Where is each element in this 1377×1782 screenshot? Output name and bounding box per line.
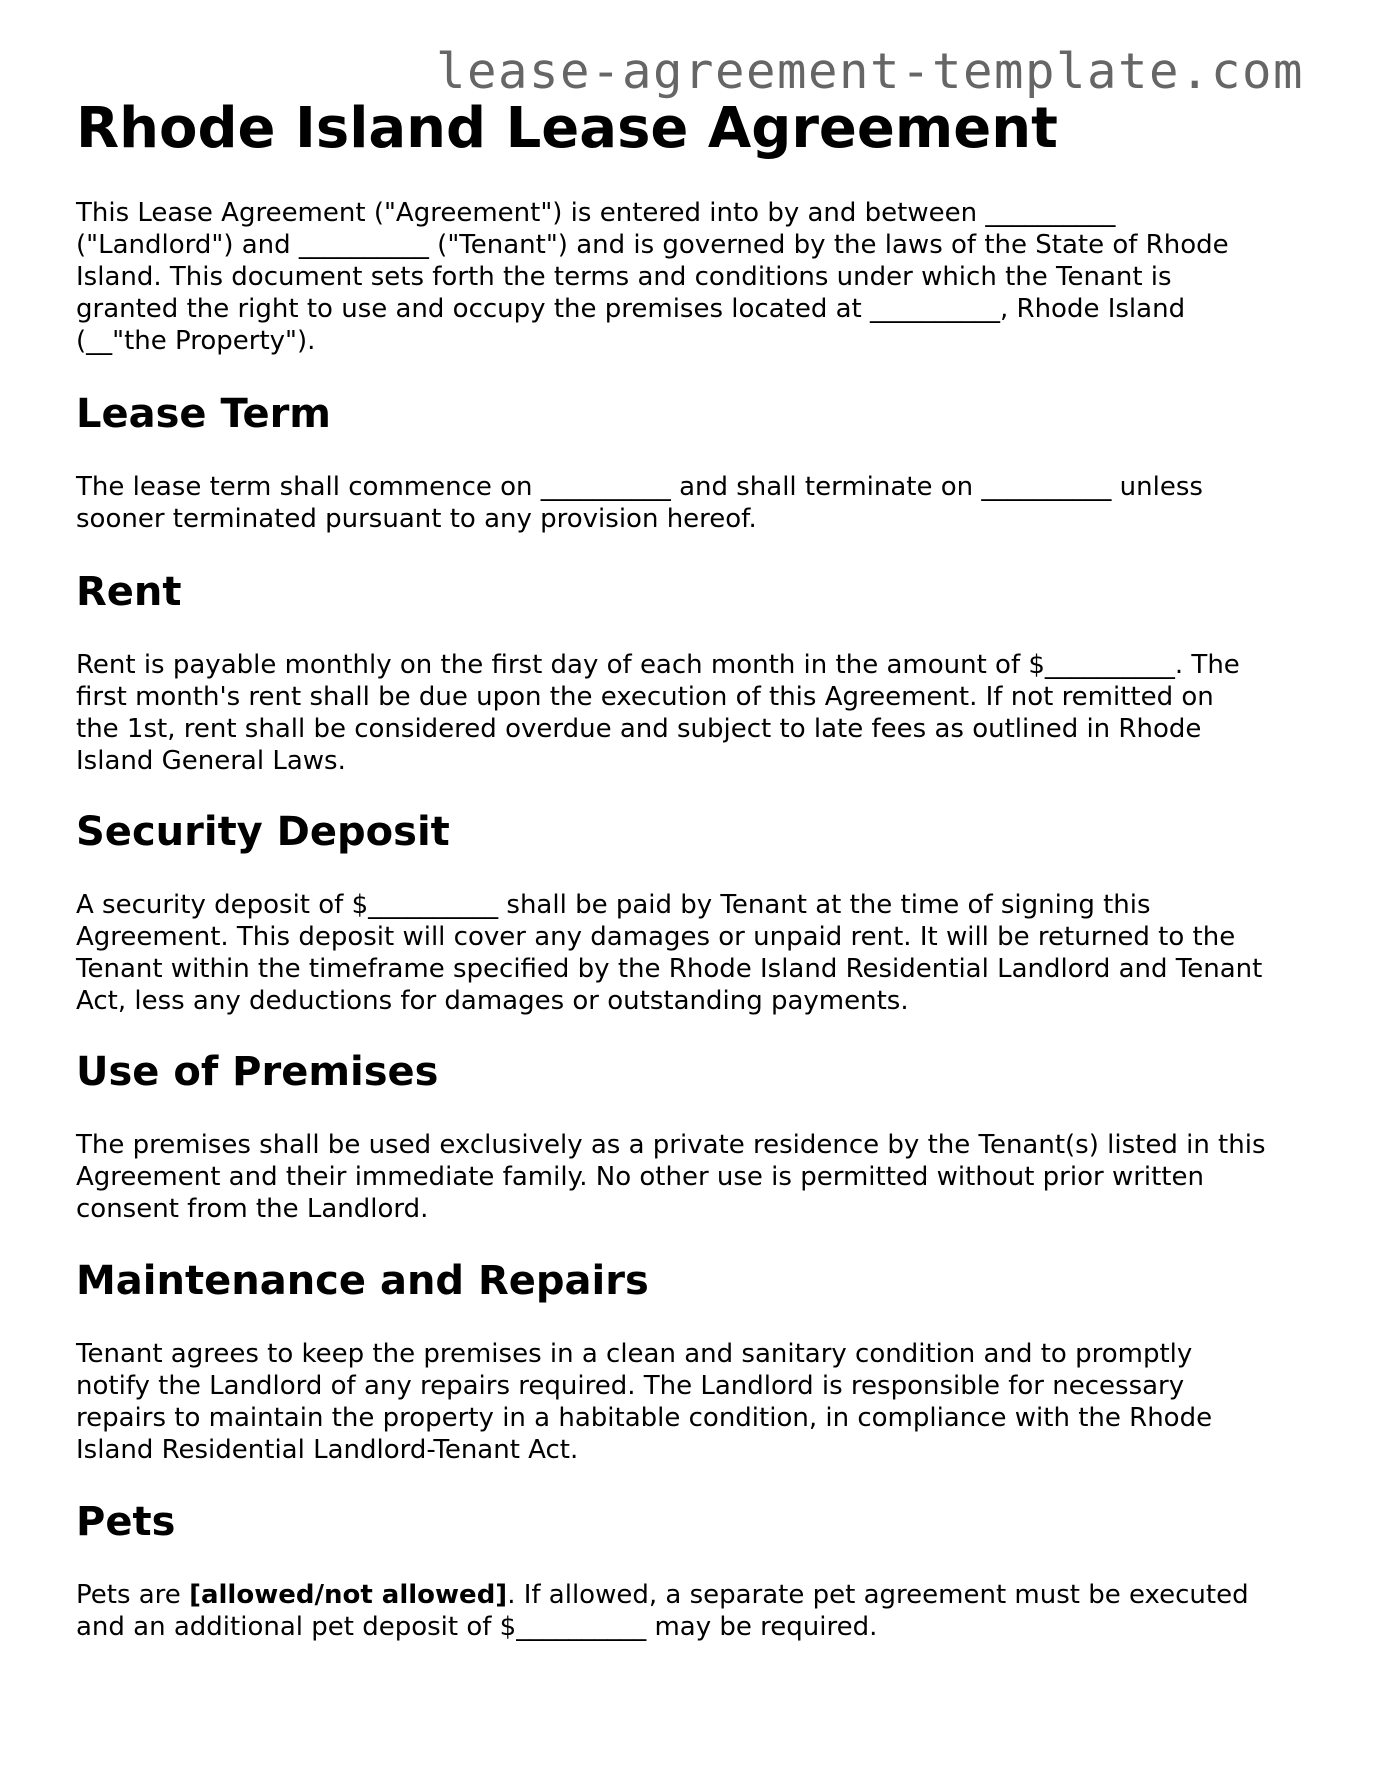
rent-line: first month's rent shall be due upon the execution of this Agreement. If not remitted on <box>76 682 1214 712</box>
use-of-premises-paragraph <box>76 1129 1316 1225</box>
security-deposit-line: Agreement. This deposit will cover any damages or unpaid rent. It will be returned to the <box>76 922 1236 952</box>
maintenance-heading: Maintenance and Repairs <box>76 1258 649 1304</box>
maintenance-line: notify the Landlord of any repairs required. The Landlord is responsible for necessary <box>76 1371 1185 1401</box>
security-deposit-line: A security deposit of $__________ shall be paid by Tenant at the time of signing this <box>76 890 1151 920</box>
intro-line: ("Landlord") and __________ ("Tenant") and is governed by the laws of the State of Rhode <box>76 230 1229 260</box>
security-deposit-line: Tenant within the timeframe specified by the Rhode Island Residential Landlord and Tenant <box>76 954 1263 984</box>
security-deposit-paragraph <box>76 889 1316 1017</box>
intro-line: (__"the Property"). <box>76 326 316 356</box>
lease-term-line: sooner terminated pursuant to any provision hereof. <box>76 504 757 534</box>
pets-text: Pets are <box>76 1580 190 1610</box>
rent-line: the 1st, rent shall be considered overdue and subject to late fees as outlined in Rhode <box>76 714 1202 744</box>
page-title: Rhode Island Lease Agreement <box>76 96 1058 161</box>
intro-paragraph <box>76 197 1316 357</box>
use-of-premises-heading: Use of Premises <box>76 1049 439 1095</box>
rent-line: Island General Laws. <box>76 746 346 776</box>
pets-paragraph <box>76 1579 1316 1643</box>
maintenance-paragraph <box>76 1338 1316 1466</box>
pets-line: and an additional pet deposit of $__________ may be required. <box>76 1612 878 1642</box>
use-of-premises-line: consent from the Landlord. <box>76 1194 429 1224</box>
intro-line: granted the right to use and occupy the premises located at __________, Rhode Island <box>76 294 1186 324</box>
lease-term-paragraph <box>76 471 1316 535</box>
lease-term-line: The lease term shall commence on __________ and shall terminate on __________ unless <box>76 472 1203 502</box>
use-of-premises-line: Agreement and their immediate family. No other use is permitted without prior written <box>76 1162 1204 1192</box>
pets-line <box>76 1579 1316 1611</box>
watermark: lease-agreement-template.com <box>436 43 1305 100</box>
maintenance-line: Island Residential Landlord-Tenant Act. <box>76 1435 579 1465</box>
maintenance-line: Tenant agrees to keep the premises in a clean and sanitary condition and to promptly <box>76 1339 1193 1369</box>
rent-line: Rent is payable monthly on the first day of each month in the amount of $__________. The <box>76 650 1240 680</box>
maintenance-line: repairs to maintain the property in a habitable condition, in compliance with the Rhode <box>76 1403 1213 1433</box>
rent-paragraph <box>76 649 1316 777</box>
intro-line: This Lease Agreement ("Agreement") is entered into by and between __________ <box>76 198 1116 228</box>
intro-line: Island. This document sets forth the terms and conditions under which the Tenant is <box>76 262 1172 292</box>
pets-heading: Pets <box>76 1499 176 1545</box>
security-deposit-heading: Security Deposit <box>76 809 450 855</box>
lease-term-heading: Lease Term <box>76 391 331 437</box>
pets-allowed-option: [allowed/not allowed] <box>189 1580 508 1610</box>
use-of-premises-line: The premises shall be used exclusively as a private residence by the Tenant(s) listed in this <box>76 1130 1266 1160</box>
pets-text: . If allowed, a separate pet agreement must be executed <box>507 1580 1249 1610</box>
rent-heading: Rent <box>76 569 182 615</box>
security-deposit-line: Act, less any deductions for damages or outstanding payments. <box>76 986 909 1016</box>
